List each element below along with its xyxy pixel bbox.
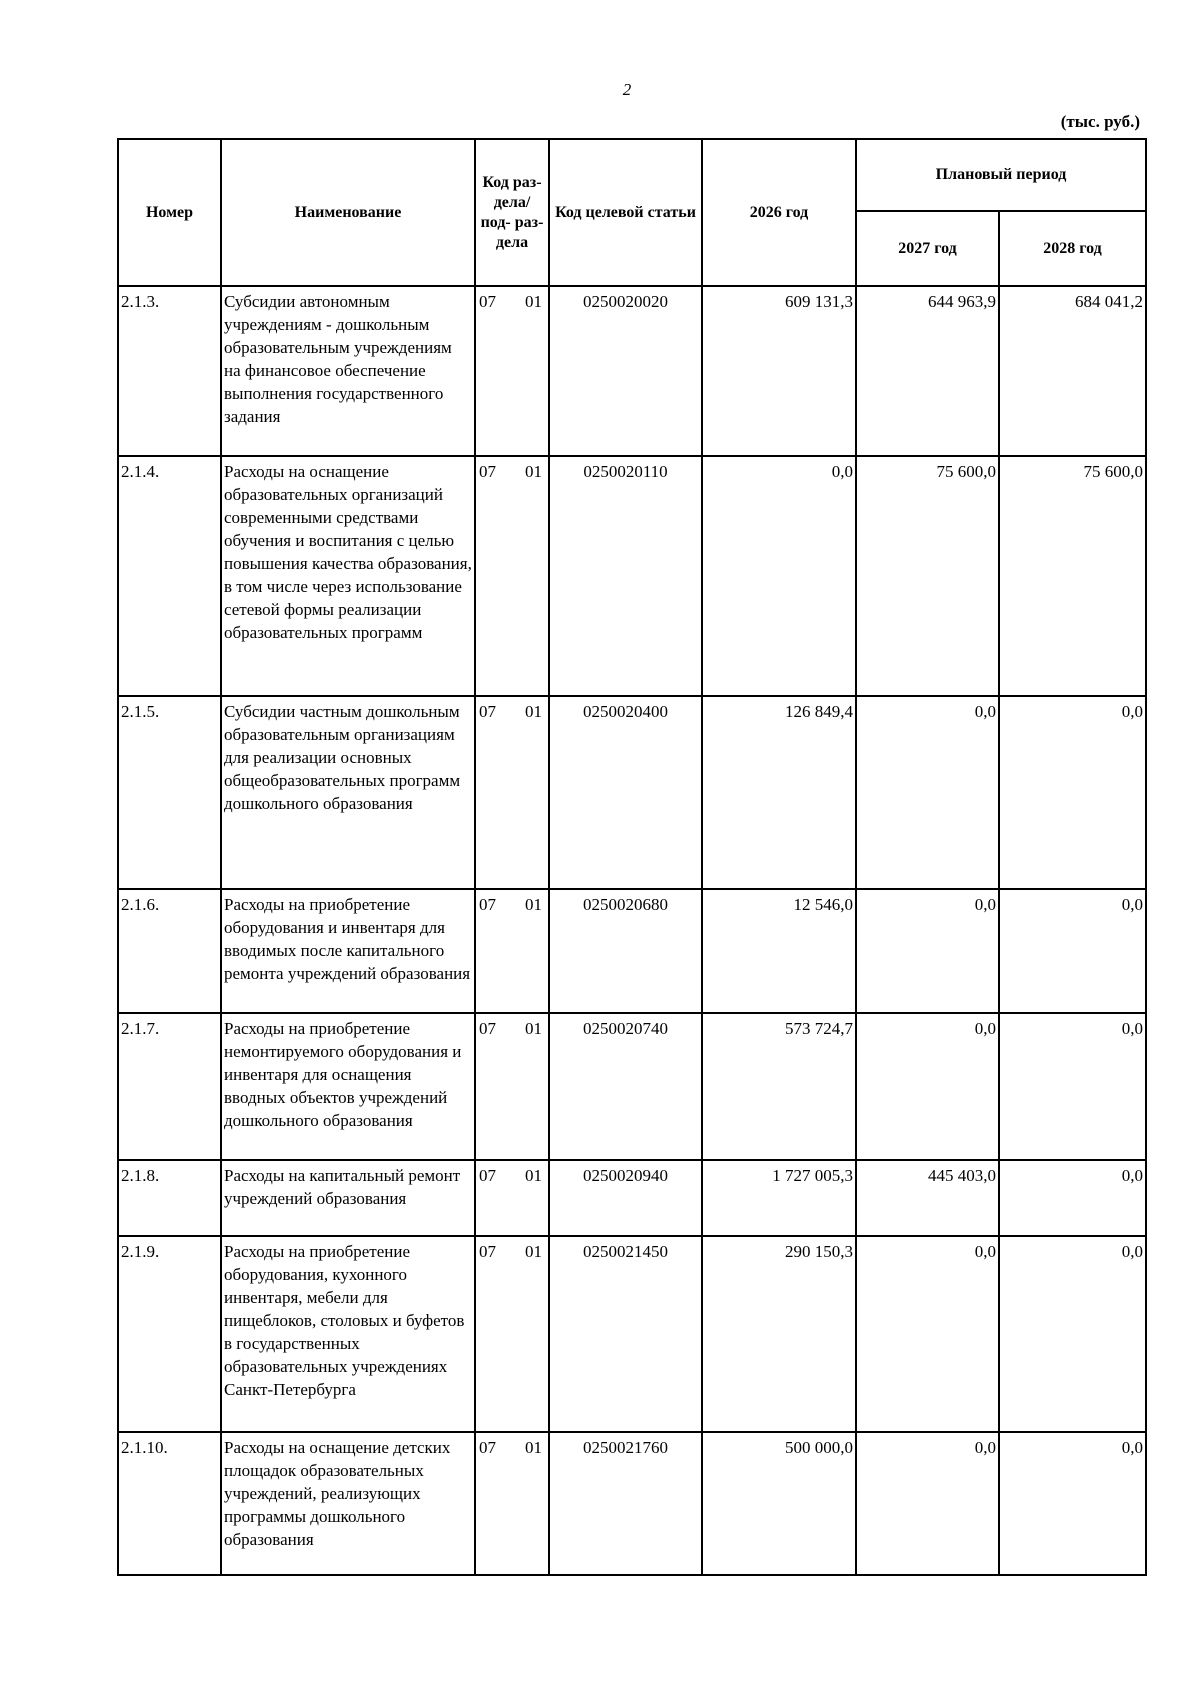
row-amount-2026: 126 849,4: [702, 696, 856, 889]
row-section-code: [475, 696, 549, 889]
table-header: [118, 139, 1146, 286]
row-amount-2028: 0,0: [999, 1160, 1146, 1236]
row-target-code: 0250020110: [549, 456, 702, 696]
table-row: [118, 1236, 1146, 1432]
row-amount-2027: 445 403,0: [856, 1160, 999, 1236]
table-row: [118, 456, 1146, 696]
row-section: 07: [479, 292, 496, 311]
row-name: Расходы на капитальный ремонт учреждений образования: [221, 1160, 475, 1236]
row-section: 07: [479, 462, 496, 481]
row-number: 2.1.7.: [118, 1013, 221, 1160]
section-code-wrap: [478, 1436, 546, 1459]
row-amount-2027: 0,0: [856, 696, 999, 889]
row-section: 07: [479, 1019, 496, 1038]
row-amount-2028: 0,0: [999, 1013, 1146, 1160]
row-number: 2.1.9.: [118, 1236, 221, 1432]
row-amount-2028: 684 041,2: [999, 286, 1146, 456]
row-amount-2028: 75 600,0: [999, 456, 1146, 696]
table-row: [118, 1013, 1146, 1160]
row-amount-2028: 0,0: [999, 1236, 1146, 1432]
row-section-code: [475, 1432, 549, 1575]
row-amount-2026: 500 000,0: [702, 1432, 856, 1575]
row-section: 07: [479, 1438, 496, 1457]
row-amount-2026: 12 546,0: [702, 889, 856, 1013]
row-target-code: 0250021450: [549, 1236, 702, 1432]
row-section: 07: [479, 1166, 496, 1185]
row-number: 2.1.5.: [118, 696, 221, 889]
row-number: 2.1.3.: [118, 286, 221, 456]
row-amount-2027: 75 600,0: [856, 456, 999, 696]
row-subsection: 01: [525, 1438, 542, 1457]
table-row: [118, 286, 1146, 456]
section-code-wrap: [478, 1017, 546, 1040]
row-number: 2.1.10.: [118, 1432, 221, 1575]
section-code-wrap: [478, 700, 546, 723]
row-amount-2027: 644 963,9: [856, 286, 999, 456]
table-row: [118, 889, 1146, 1013]
row-section-code: [475, 1013, 549, 1160]
row-subsection: 01: [525, 1166, 542, 1185]
header-section-code: Код раз- дела/ под- раз- дела: [475, 139, 549, 286]
row-section-code: [475, 1236, 549, 1432]
row-name: Расходы на приобретение немонтируемого оборудования и инвентаря для оснащения вводных объектов учреждений дошкольного образования: [221, 1013, 475, 1160]
page-number: 2: [622, 80, 632, 99]
row-target-code: 0250020400: [549, 696, 702, 889]
row-name: Субсидии автономным учреждениям - дошкольным образовательным учреждениям на финансовое обеспечение выполнения государственного задания: [221, 286, 475, 456]
header-year-2026: 2026 год: [702, 139, 856, 286]
row-target-code: 0250021760: [549, 1432, 702, 1575]
row-section-code: [475, 889, 549, 1013]
section-code-wrap: [478, 460, 546, 483]
header-planned-period: Плановый период: [856, 139, 1146, 211]
row-name: Расходы на приобретение оборудования и инвентаря для вводимых после капитального ремонта учреждений образования: [221, 889, 475, 1013]
budget-table: [117, 138, 1147, 1576]
row-subsection: 01: [525, 702, 542, 721]
row-target-code: 0250020940: [549, 1160, 702, 1236]
row-number: 2.1.8.: [118, 1160, 221, 1236]
header-number: Номер: [118, 139, 221, 286]
row-target-code: 0250020740: [549, 1013, 702, 1160]
row-name: Расходы на приобретение оборудования, кухонного инвентаря, мебели для пищеблоков, столовых и буфетов в государственных образовательных учреждениях Санкт-Петербурга: [221, 1236, 475, 1432]
header-name: Наименование: [221, 139, 475, 286]
row-amount-2028: 0,0: [999, 1432, 1146, 1575]
row-name: Расходы на оснащение детских площадок образовательных учреждений, реализующих программы дошкольного образования: [221, 1432, 475, 1575]
row-amount-2026: 573 724,7: [702, 1013, 856, 1160]
row-amount-2026: 290 150,3: [702, 1236, 856, 1432]
row-amount-2027: 0,0: [856, 1013, 999, 1160]
row-section: 07: [479, 702, 496, 721]
header-target-code: Код целевой статьи: [549, 139, 702, 286]
table-body: [118, 286, 1146, 1575]
row-number: 2.1.6.: [118, 889, 221, 1013]
row-number: 2.1.4.: [118, 456, 221, 696]
row-section-code: [475, 1160, 549, 1236]
section-code-wrap: [478, 893, 546, 916]
row-amount-2026: 1 727 005,3: [702, 1160, 856, 1236]
section-code-wrap: [478, 1164, 546, 1187]
row-amount-2027: 0,0: [856, 889, 999, 1013]
table-row: [118, 1432, 1146, 1575]
row-amount-2027: 0,0: [856, 1432, 999, 1575]
header-year-2028: 2028 год: [999, 211, 1146, 286]
row-amount-2027: 0,0: [856, 1236, 999, 1432]
row-section-code: [475, 456, 549, 696]
row-section: 07: [479, 895, 496, 914]
units-label: (тыс. руб.): [1060, 112, 1140, 131]
row-amount-2026: 609 131,3: [702, 286, 856, 456]
row-amount-2028: 0,0: [999, 696, 1146, 889]
table-row: [118, 696, 1146, 889]
row-target-code: 0250020680: [549, 889, 702, 1013]
row-subsection: 01: [525, 1019, 542, 1038]
row-name: Субсидии частным дошкольным образовательным организациям для реализации основных общеобразовательных программ дошкольного образования: [221, 696, 475, 889]
section-code-wrap: [478, 1240, 546, 1263]
row-subsection: 01: [525, 895, 542, 914]
row-section-code: [475, 286, 549, 456]
row-amount-2028: 0,0: [999, 889, 1146, 1013]
section-code-wrap: [478, 290, 546, 313]
row-section: 07: [479, 1242, 496, 1261]
row-target-code: 0250020020: [549, 286, 702, 456]
row-amount-2026: 0,0: [702, 456, 856, 696]
table-row: [118, 1160, 1146, 1236]
row-subsection: 01: [525, 1242, 542, 1261]
row-name: Расходы на оснащение образовательных организаций современными средствами обучения и воспитания с целью повышения качества образования, в том числе через использование сетевой формы реализации образовательных программ: [221, 456, 475, 696]
row-subsection: 01: [525, 292, 542, 311]
header-year-2027: 2027 год: [856, 211, 999, 286]
row-subsection: 01: [525, 462, 542, 481]
